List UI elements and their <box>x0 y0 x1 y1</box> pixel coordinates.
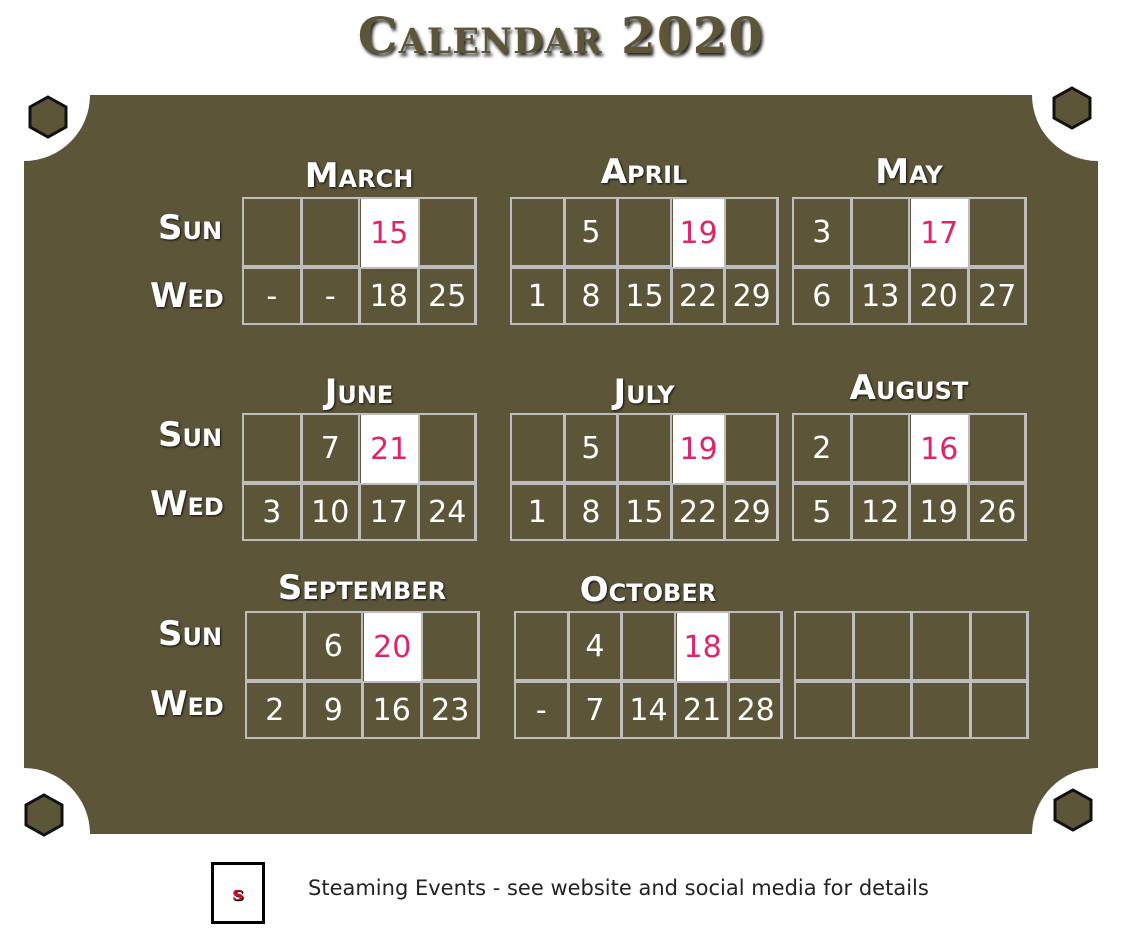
wednesday-date-cell: 8 <box>564 483 619 541</box>
month-title: April <box>600 152 688 192</box>
sunday-date-cell <box>728 611 783 681</box>
sunday-date-cell <box>510 413 565 483</box>
wednesday-date-cell: 6 <box>792 267 852 325</box>
row-label-sun: Sun <box>158 208 223 248</box>
sunday-date-cell <box>794 611 854 681</box>
sunday-date-cell <box>242 413 302 483</box>
sunday-date-cell <box>968 413 1028 483</box>
wednesday-date-cell <box>794 681 854 739</box>
hex-nut-icon <box>30 97 66 137</box>
month-title: June <box>324 372 394 412</box>
wednesday-date-cell: 9 <box>304 681 364 739</box>
hex-nut-icon <box>1054 88 1090 128</box>
wednesday-date-cell: 3 <box>242 483 302 541</box>
wednesday-date-cell: 15 <box>617 483 672 541</box>
wednesday-date-cell: 15 <box>617 267 672 325</box>
sunday-date-cell: 20 <box>364 613 421 681</box>
month-title: October <box>579 570 717 610</box>
sunday-date-cell <box>621 611 676 681</box>
sunday-date-cell <box>911 611 971 681</box>
row-label-sun: Sun <box>158 415 223 455</box>
hex-nut-icon <box>1055 790 1091 830</box>
sunday-date-cell <box>617 413 672 483</box>
wednesday-date-cell: 21 <box>675 681 730 739</box>
page-title: Calendar 2020 <box>357 6 765 65</box>
sunday-date-cell <box>301 197 361 267</box>
legend-symbol: s <box>232 881 244 905</box>
wednesday-date-cell: 28 <box>728 681 783 739</box>
sunday-date-cell <box>851 413 911 483</box>
sunday-date-cell <box>617 197 672 267</box>
month-title: August <box>849 368 969 408</box>
wednesday-date-cell: 1 <box>510 267 565 325</box>
sunday-date-cell <box>421 611 481 681</box>
wednesday-date-cell: 22 <box>671 483 726 541</box>
wednesday-date-cell: 24 <box>418 483 478 541</box>
month-title: March <box>304 156 414 196</box>
wednesday-date-cell: - <box>514 681 569 739</box>
wednesday-date-cell: - <box>301 267 361 325</box>
row-label-wed: Wed <box>150 484 224 524</box>
sunday-date-cell: 16 <box>911 415 968 483</box>
wednesday-date-cell: 1 <box>510 483 565 541</box>
sunday-date-cell <box>418 413 478 483</box>
sunday-date-cell: 21 <box>361 415 418 483</box>
wednesday-date-cell: 16 <box>362 681 422 739</box>
sunday-date-cell <box>724 197 779 267</box>
sunday-date-cell <box>514 611 569 681</box>
sunday-date-cell: 5 <box>564 197 619 267</box>
wednesday-date-cell: 2 <box>245 681 305 739</box>
sunday-date-cell <box>245 611 305 681</box>
sunday-date-cell <box>418 197 478 267</box>
sunday-date-cell: 5 <box>564 413 619 483</box>
legend-text: Steaming Events - see website and social media for details <box>308 876 929 900</box>
hex-nut-icon <box>26 795 62 835</box>
wednesday-date-cell: 7 <box>568 681 623 739</box>
sunday-date-cell <box>242 197 302 267</box>
sunday-date-cell <box>853 611 913 681</box>
row-label-sun: Sun <box>158 614 223 654</box>
sunday-date-cell <box>970 611 1030 681</box>
wednesday-date-cell: 29 <box>724 483 779 541</box>
wednesday-date-cell: 23 <box>421 681 481 739</box>
wednesday-date-cell: 27 <box>968 267 1028 325</box>
wednesday-date-cell: 12 <box>851 483 911 541</box>
sunday-date-cell: 6 <box>304 611 364 681</box>
wednesday-date-cell: 8 <box>564 267 619 325</box>
wednesday-date-cell: 17 <box>359 483 419 541</box>
wednesday-date-cell: 26 <box>968 483 1028 541</box>
sunday-date-cell: 4 <box>568 611 623 681</box>
sunday-date-cell: 19 <box>673 199 725 267</box>
sunday-date-cell: 2 <box>792 413 852 483</box>
wednesday-date-cell: - <box>242 267 302 325</box>
sunday-date-cell <box>510 197 565 267</box>
sunday-date-cell: 18 <box>677 613 729 681</box>
sunday-date-cell <box>968 197 1028 267</box>
wednesday-date-cell <box>853 681 913 739</box>
sunday-date-cell <box>851 197 911 267</box>
sunday-date-cell: 3 <box>792 197 852 267</box>
legend-swatch <box>211 862 265 924</box>
wednesday-date-cell <box>911 681 971 739</box>
wednesday-date-cell: 25 <box>418 267 478 325</box>
sunday-date-cell: 19 <box>673 415 725 483</box>
sunday-date-cell: 17 <box>911 199 968 267</box>
row-label-wed: Wed <box>150 684 224 724</box>
wednesday-date-cell: 20 <box>909 267 969 325</box>
wednesday-date-cell: 14 <box>621 681 676 739</box>
wednesday-date-cell: 5 <box>792 483 852 541</box>
sunday-date-cell: 7 <box>301 413 361 483</box>
sunday-date-cell <box>724 413 779 483</box>
wednesday-date-cell: 22 <box>671 267 726 325</box>
wednesday-date-cell: 19 <box>909 483 969 541</box>
wednesday-date-cell <box>970 681 1030 739</box>
sunday-date-cell: 15 <box>361 199 418 267</box>
row-label-wed: Wed <box>150 276 224 316</box>
month-title: September <box>277 568 447 608</box>
month-title: July <box>613 372 675 412</box>
wednesday-date-cell: 29 <box>724 267 779 325</box>
month-title: May <box>875 152 943 192</box>
wednesday-date-cell: 13 <box>851 267 911 325</box>
wednesday-date-cell: 18 <box>359 267 419 325</box>
wednesday-date-cell: 10 <box>301 483 361 541</box>
